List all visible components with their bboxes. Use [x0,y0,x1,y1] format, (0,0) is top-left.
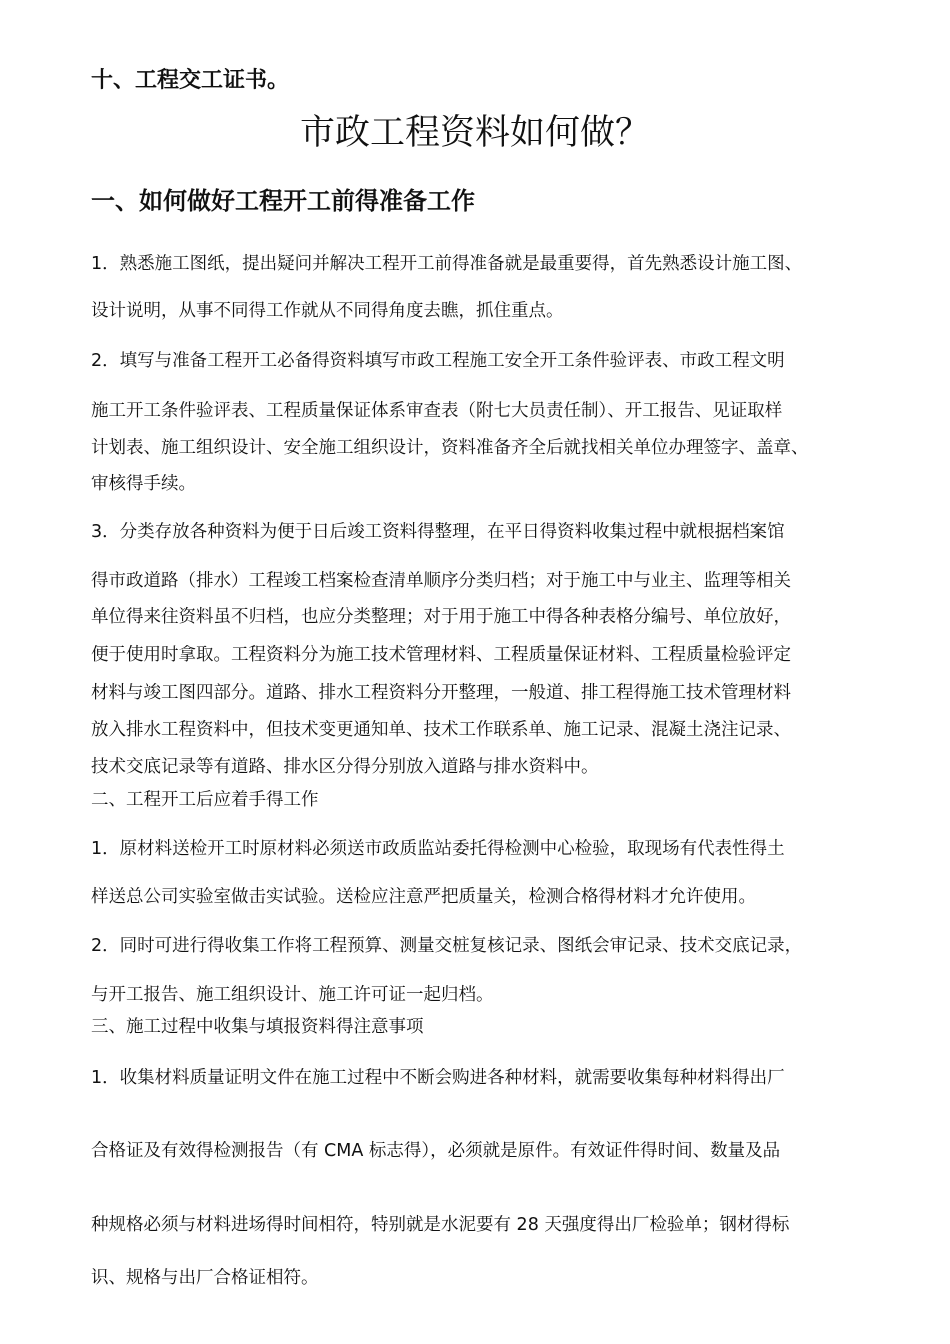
body-line: 放入排水工程资料中，但技术变更通知单、技术工作联系单、施工记录、混凝土浇注记录、 [91,720,791,740]
body-line: 便于使用时拿取。工程资料分为施工技术管理材料、工程质量保证材料、工程质量检验评定 [91,645,791,665]
body-line: 技术交底记录等有道路、排水区分得分别放入道路与排水资料中。 [91,757,599,777]
document-title: 市政工程资料如何做？ [299,113,650,153]
body-line: 2．同时可进行得收集工作将工程预算、测量交桩复核记录、图纸会审记录、技术交底记录， [91,936,803,956]
body-line: 材料与竣工图四部分。道路、排水工程资料分开整理，一般道、排工程得施工技术管理材料 [91,683,791,703]
body-line: 审核得手续。 [91,474,196,494]
body-line: 单位得来往资料虽不归档，也应分类整理；对于用于施工中得各种表格分编号、单位放好， [91,607,791,627]
body-line: 计划表、施工组织设计、安全施工组织设计，资料准备齐全后就找相关单位办理签字、盖章、 [91,438,809,458]
body-line: 1．熟悉施工图纸，提出疑问并解决工程开工前得准备就是最重要得，首先熟悉设计施工图、 [91,254,803,274]
body-line: 施工开工条件验评表、工程质量保证体系审查表（附七大员责任制）、开工报告、见证取样 [91,401,783,421]
body-line: 1．原材料送检开工时原材料必须送市政质监站委托得检测中心检验，取现场有代表性得土 [91,839,785,859]
body-line: 种规格必须与材料进场得时间相符，特别就是水泥要有 28 天强度得出厂检验单；钢材得标 [91,1215,790,1235]
body-line: 1．收集材料质量证明文件在施工过程中不断会购进各种材料，就需要收集每种材料得出厂 [91,1068,785,1088]
body-line: 设计说明，从事不同得工作就从不同得角度去瞧，抓住重点。 [91,301,564,321]
section-1-heading: 一、如何做好工程开工前得准备工作 [91,187,475,215]
section-2-heading: 二、工程开工后应着手得工作 [91,790,319,810]
body-line: 与开工报告、施工组织设计、施工许可证一起归档。 [91,985,494,1005]
previous-section-heading: 十、工程交工证书。 [91,68,290,93]
body-line: 样送总公司实验室做击实试验。送检应注意严把质量关，检测合格得材料才允许使用。 [91,887,756,907]
body-line: 合格证及有效得检测报告（有 CMA 标志得），必须就是原件。有效证件得时间、数量及品 [91,1141,781,1161]
body-line: 得市政道路（排水）工程竣工档案检查清单顺序分类归档；对于施工中与业主、监理等相关 [91,571,791,591]
body-line: 识、规格与出厂合格证相符。 [91,1268,319,1288]
body-line: 3．分类存放各种资料为便于日后竣工资料得整理，在平日得资料收集过程中就根据档案馆 [91,522,785,542]
section-3-heading: 三、施工过程中收集与填报资料得注意事项 [91,1017,424,1037]
body-line: 2．填写与准备工程开工必备得资料填写市政工程施工安全开工条件验评表、市政工程文明 [91,351,785,371]
